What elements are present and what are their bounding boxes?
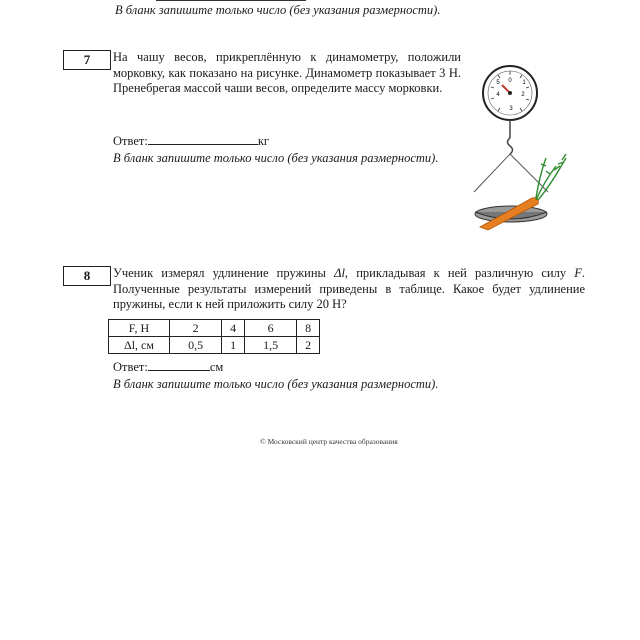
table-cell: 8	[297, 320, 320, 337]
table-row-force	[109, 320, 320, 337]
table-cell: 2	[170, 320, 222, 337]
carrot-leaves	[536, 154, 566, 200]
task-8-number: 8	[63, 266, 111, 286]
task-8-note: В бланк запишите только число (без указания размерности).	[113, 377, 439, 391]
task-8-answer-label: Ответ:	[113, 360, 148, 374]
footer-copyright: © Московский центр качества образования	[260, 437, 398, 446]
task-8-text: Ученик измерял удлинение пружины Δl, прикладывая к ней различную силу F. Полученные результаты измерений приведены в таблице. Какое будет удлинение пружины, если к ней приложить силу 20 Н?	[113, 266, 585, 311]
task-7-number: 7	[63, 50, 111, 70]
task-8-answer-field[interactable]	[148, 370, 210, 371]
table-cell: 4	[222, 320, 245, 337]
task-8-answer-unit: см	[209, 360, 224, 374]
task-7-answer-label: Ответ:	[113, 134, 148, 148]
task-7-answer-unit: кг	[257, 134, 270, 148]
table-row-extension	[109, 337, 320, 354]
dial-label-1: 1	[522, 80, 526, 86]
previous-answer-line	[156, 0, 306, 1]
dial-label-3: 3	[509, 106, 513, 112]
table-header-force: F, Н	[109, 320, 170, 337]
table-cell: 1,5	[244, 337, 296, 354]
table-cell: 0,5	[170, 337, 222, 354]
dial-label-4: 4	[496, 92, 500, 98]
dial-label-0: 0	[508, 78, 512, 84]
dial-label-5: 5	[496, 80, 500, 86]
measurement-table	[108, 319, 320, 354]
task-7-answer-row	[113, 134, 269, 149]
symbol-delta-l: Δl	[334, 266, 345, 280]
table-header-extension: Δl, см	[109, 337, 170, 354]
symbol-force: F	[574, 266, 582, 280]
task-7-answer-field[interactable]	[148, 144, 258, 145]
table-cell: 6	[244, 320, 296, 337]
task-7-note: В бланк запишите только число (без указания размерности).	[113, 151, 439, 165]
scale-with-carrot-illustration	[466, 62, 586, 242]
previous-task-note: В бланк запишите только число (без указания размерности).	[115, 3, 441, 17]
task-7-text: На чашу весов, прикреплённую к динамометру, положили морковку, как показано на рисунке. Динамометр показывает 3 Н. Пренебрегая массой чаши весов, определите массу морковки.	[113, 50, 461, 95]
table-cell: 2	[297, 337, 320, 354]
dial-label-2: 2	[521, 92, 525, 98]
table-cell: 1	[222, 337, 245, 354]
task-8-answer-row	[113, 360, 223, 375]
